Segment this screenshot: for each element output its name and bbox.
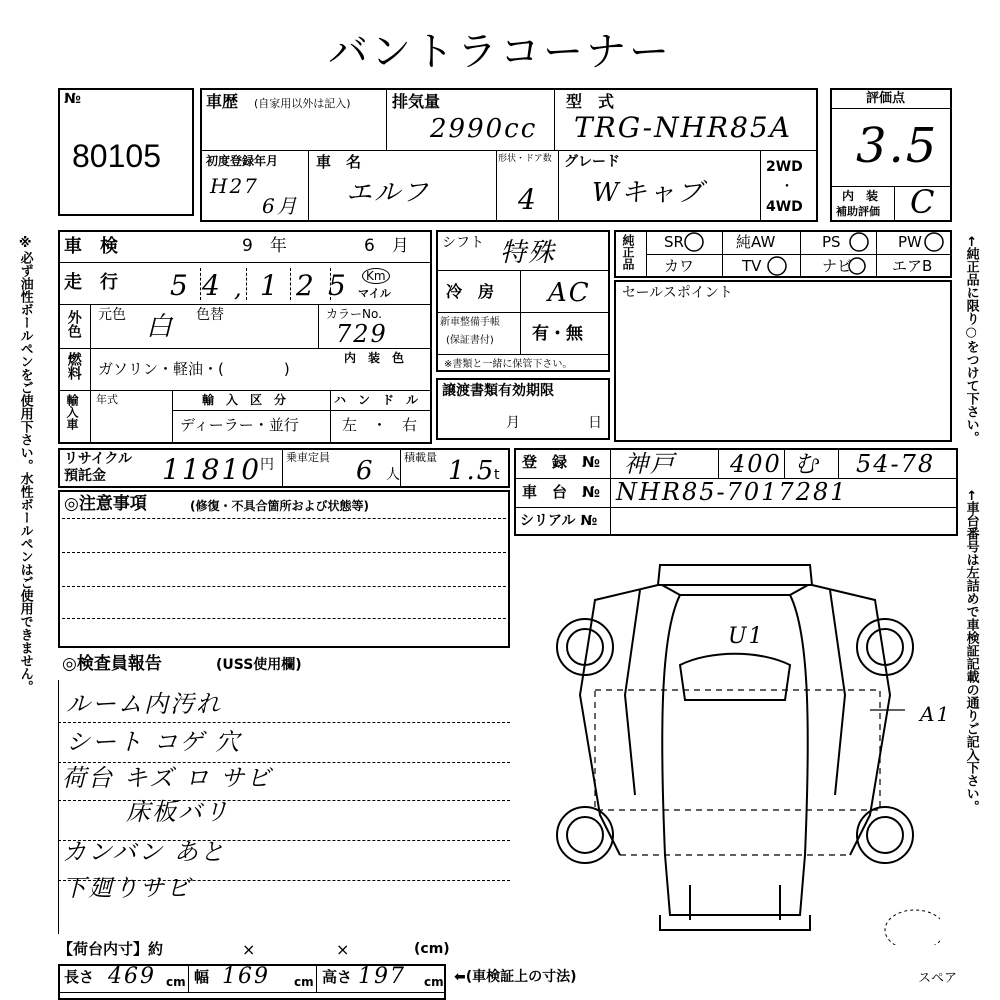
equip-navi[interactable]: ナビ — [822, 257, 853, 275]
sales-point-label: セールスポイント — [622, 285, 733, 301]
recycle-label2: 預託金 — [64, 468, 106, 484]
dims-note: ⬅(車検証上の寸法) — [454, 969, 577, 985]
inspector-line: 床板バリ — [126, 798, 230, 826]
manual-value: 有・無 — [532, 324, 583, 344]
car-name-value: エルフ — [346, 178, 431, 208]
score-label: 評価点 — [866, 91, 906, 106]
color-orig-label: 元色 — [98, 307, 126, 323]
equip-sr[interactable]: SR — [664, 233, 684, 251]
first-reg-label: 初度登録年月 — [206, 154, 279, 168]
recycle-value: 11810 — [162, 453, 262, 486]
dims-length: 469 — [108, 964, 156, 989]
drive-4wd: 4WD — [766, 199, 803, 215]
import-class-value: ディーラー・並行 — [180, 416, 299, 434]
ac-label: 冷 房 — [446, 282, 495, 301]
interior-grade-label2: 補助評価 — [836, 205, 880, 218]
history-label: 車歴 — [206, 92, 239, 111]
recycle-label1: リサイクル — [64, 451, 133, 467]
notes-title: ◎注意事項 — [64, 494, 147, 514]
dims-width-unit: cm — [294, 975, 314, 989]
side-note-right-1: ←純正品に限り○をつけて下さい。 — [963, 236, 979, 444]
mileage-digit: 4 — [202, 269, 222, 302]
mileage-digits — [150, 266, 360, 302]
registration-label: 登 録 № — [522, 453, 601, 471]
equip-ps[interactable]: PS — [822, 233, 841, 251]
color-label: 外色 — [65, 310, 82, 338]
manual-label1: 新車整備手帳 — [440, 317, 500, 328]
import-label: 輸入車 — [65, 394, 79, 430]
capacity-value: 6 — [356, 456, 375, 486]
registration-class: 400 — [730, 450, 782, 478]
shift-label: シフト — [442, 235, 484, 251]
manual-note: ※書類と一緒に保管下さい。 — [444, 359, 573, 370]
color-orig-value: 白 — [146, 312, 175, 342]
score-value: 3.5 — [856, 118, 939, 174]
import-class-label: 輸 入 区 分 — [202, 393, 287, 407]
dims-height-label: 高さ — [322, 968, 353, 986]
mileage-unit-km: Km — [362, 268, 390, 284]
vehicle-diagram — [540, 555, 940, 945]
capacity-unit: 人 — [386, 467, 400, 483]
grade-value: Wキャブ — [592, 178, 705, 208]
import-year-label: 年式 — [96, 393, 118, 406]
ac-value: AC — [548, 278, 591, 308]
chassis-label: 車 台 № — [522, 483, 601, 501]
side-note-left: ※必ず油性ボールペンをご使用下さい。水性ボールペンはご使用できません。 — [17, 236, 33, 693]
interior-grade-value: C — [910, 183, 937, 221]
displacement-label: 排気量 — [392, 92, 441, 111]
model-value: TRG-NHR85A — [574, 111, 792, 144]
page-title: バントラコーナー — [328, 29, 672, 75]
mileage-label: 走 行 — [64, 272, 118, 293]
mileage-digit: 5 — [170, 269, 190, 302]
registration-kana: む — [794, 450, 820, 478]
import-handle-value: 左 ・ 右 — [342, 416, 418, 434]
mileage-digit: 1 — [260, 269, 280, 302]
notes-sub: (修復・不具合箇所および状態等) — [190, 499, 369, 513]
car-name-label: 車 名 — [316, 153, 362, 171]
fuel-value: ガソリン・軽油・( ) — [98, 360, 290, 378]
lot-label: № — [64, 91, 81, 107]
model-label: 型 式 — [566, 92, 615, 111]
doors-value: 4 — [518, 183, 538, 216]
displacement-value: 2990cc — [430, 114, 538, 144]
dims-width-label: 幅 — [194, 968, 210, 986]
mileage-unit-mile: マイル — [358, 287, 391, 300]
inspector-line: カンバン あと — [62, 838, 226, 866]
shaken-year: 9 年 — [242, 236, 287, 256]
spare-label: スペア — [918, 971, 958, 986]
transfer-label: 譲渡書類有効期限 — [442, 383, 554, 399]
cargo-x1: × — [242, 940, 256, 959]
mileage-digit: 2 — [296, 269, 316, 302]
load-value: 1.5 — [448, 456, 496, 486]
diagram-mark-a1: A1 — [920, 702, 952, 726]
doors-label: 形状・ドア数 — [498, 154, 552, 164]
drive-2wd: 2WD — [766, 159, 803, 175]
drive-dot: ・ — [780, 179, 794, 195]
shift-value: 特殊 — [500, 238, 557, 268]
interior-color-label: 内 装 色 — [344, 351, 405, 365]
inspector-line: 下廻りサビ — [62, 874, 192, 902]
equip-airbag[interactable]: エアB — [892, 257, 933, 275]
equipment-label: 純正品 — [621, 234, 635, 270]
inspector-title: ◎検査員報告 — [62, 654, 162, 674]
transfer-month: 月 — [506, 415, 520, 431]
color-code-label: カラーNo. — [326, 307, 382, 321]
equip-aw[interactable]: 純AW — [736, 233, 776, 251]
manual-label2: (保証書付) — [446, 335, 494, 346]
diagram-mark-u1: U1 — [728, 624, 765, 649]
inspector-line: シート コゲ 穴 — [66, 728, 242, 756]
inspector-sub: (USS使用欄) — [216, 657, 302, 673]
equipment-circles — [614, 230, 952, 278]
equip-leather[interactable]: カワ — [664, 257, 695, 275]
cargo-x2: × — [336, 940, 350, 959]
color-change-label: 色替 — [196, 307, 224, 323]
sales-point-box — [614, 280, 952, 442]
dims-width: 169 — [222, 964, 270, 989]
shaken-month: 6 月 — [364, 236, 409, 256]
load-unit: t — [494, 467, 500, 483]
inspector-line: 荷台 キズ ロ サビ — [62, 764, 273, 792]
cargo-label: 【荷台内寸】約 — [58, 940, 164, 958]
grade-label: グレード — [564, 154, 620, 170]
import-handle-label: ハ ン ド ル — [334, 393, 419, 407]
interior-grade-label1: 内 装 — [842, 189, 879, 203]
serial-label: シリアル № — [520, 513, 598, 529]
history-note: (自家用以外は記入) — [254, 97, 351, 110]
lot-number: 80105 — [72, 138, 161, 174]
dims-length-unit: cm — [166, 975, 186, 989]
chassis-value: NHR85-7017281 — [616, 478, 848, 506]
equip-tv[interactable]: TV — [742, 257, 762, 275]
side-note-right-2: ←車台番号は左詰めで車検証記載の通りご記入下さい。 — [963, 490, 979, 813]
dims-length-label: 長さ — [64, 968, 95, 986]
inspector-line: ルーム内汚れ — [66, 690, 222, 718]
dims-height: 197 — [358, 964, 406, 989]
equip-pw[interactable]: PW — [898, 233, 922, 251]
load-label: 積載量 — [404, 451, 437, 464]
registration-number: 54-78 — [856, 450, 936, 478]
dims-height-unit: cm — [424, 975, 444, 989]
transfer-day: 日 — [588, 415, 602, 431]
mileage-digit: 5 — [328, 269, 348, 302]
first-reg-era: H27 — [210, 174, 259, 198]
cargo-unit: (cm) — [414, 941, 450, 957]
mileage-digit: , — [234, 274, 244, 302]
first-reg-month: 6月 — [262, 194, 299, 218]
color-code-value: 729 — [336, 320, 388, 348]
fuel-label: 燃料 — [65, 352, 82, 380]
shaken-label: 車 検 — [64, 236, 118, 257]
registration-area: 神戸 — [624, 450, 676, 478]
capacity-label: 乗車定員 — [286, 451, 330, 464]
recycle-unit: 円 — [260, 457, 274, 473]
